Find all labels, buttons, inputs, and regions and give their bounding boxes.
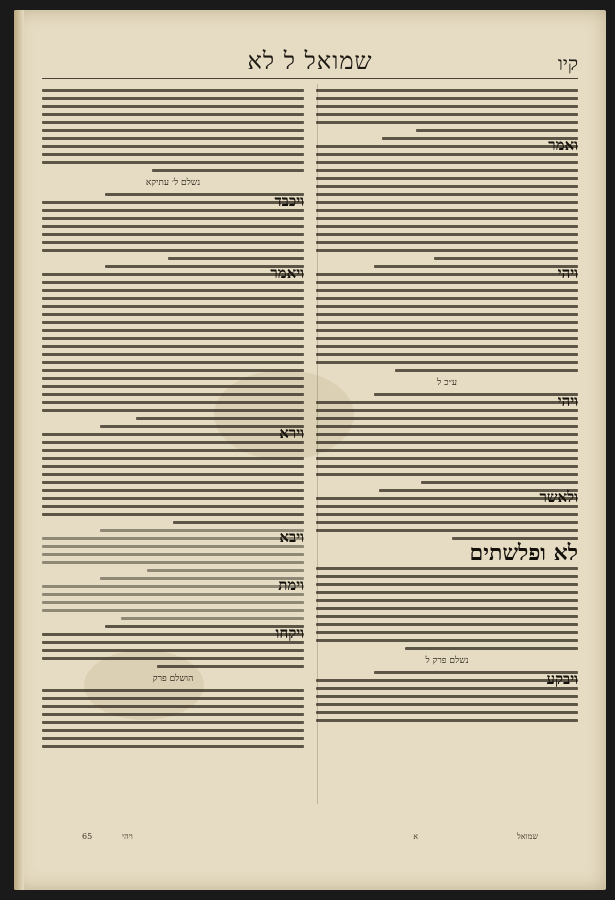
folio-number: קיו — [557, 53, 578, 75]
text-line — [316, 185, 578, 188]
text-line — [316, 591, 578, 594]
text-line — [374, 265, 578, 268]
text-line — [42, 505, 304, 508]
text-line — [136, 417, 304, 420]
text-line — [316, 321, 578, 324]
text-line — [316, 153, 578, 156]
text-line — [42, 313, 304, 316]
text-line — [42, 281, 304, 284]
caption-word: ויהי — [557, 392, 578, 410]
text-line — [42, 329, 304, 332]
text-line — [316, 225, 578, 228]
text-line — [316, 465, 578, 468]
text-line — [316, 337, 578, 340]
text-line — [316, 97, 578, 100]
text-line — [316, 513, 578, 516]
text-line — [42, 361, 304, 364]
page-header — [42, 36, 578, 76]
text-line — [42, 441, 304, 444]
text-line — [316, 449, 578, 452]
text-line — [152, 169, 304, 172]
text-lines — [42, 625, 304, 668]
caption-word: ואמר — [548, 136, 578, 154]
text-line — [42, 449, 304, 452]
text-line — [42, 457, 304, 460]
text-lines — [42, 425, 304, 524]
header-rule — [42, 78, 578, 79]
text-lines — [42, 689, 304, 748]
text-line — [316, 353, 578, 356]
text-line — [42, 105, 304, 108]
text-line — [316, 679, 578, 682]
text-lines — [316, 567, 578, 650]
text-line — [42, 297, 304, 300]
text-block — [316, 393, 578, 484]
text-line — [42, 409, 304, 412]
text-line — [168, 257, 304, 260]
text-line — [316, 233, 578, 236]
text-line — [316, 615, 578, 618]
text-line — [42, 249, 304, 252]
text-line — [42, 729, 304, 732]
text-line — [316, 433, 578, 436]
text-line — [42, 337, 304, 340]
text-line — [316, 529, 578, 532]
text-line — [42, 561, 304, 564]
text-line — [173, 521, 304, 524]
text-line — [42, 585, 304, 588]
page-number: 65 — [82, 832, 93, 841]
text-line — [316, 209, 578, 212]
caption-word: ויקחו — [275, 624, 304, 642]
caption-word: ולאשר — [539, 488, 578, 506]
text-line — [316, 297, 578, 300]
text-line — [42, 129, 304, 132]
text-line — [316, 217, 578, 220]
text-line — [316, 687, 578, 690]
text-line — [42, 537, 304, 540]
text-line — [434, 257, 578, 260]
text-line — [42, 721, 304, 724]
text-line — [42, 393, 304, 396]
text-line — [316, 345, 578, 348]
text-line — [42, 377, 304, 380]
section-label: נשלם ל׳ עתיקא — [145, 178, 201, 188]
chapter-block — [316, 540, 578, 650]
text-line — [42, 321, 304, 324]
text-line — [316, 631, 578, 634]
text-line — [42, 593, 304, 596]
text-line — [316, 607, 578, 610]
text-line — [316, 305, 578, 308]
text-block — [42, 529, 304, 572]
text-line — [42, 209, 304, 212]
text-line — [316, 457, 578, 460]
text-block — [42, 625, 304, 668]
text-line — [316, 703, 578, 706]
text-line — [316, 575, 578, 578]
text-line — [42, 353, 304, 356]
text-line — [42, 153, 304, 156]
left-column — [42, 84, 304, 804]
caption-word: ויבא — [279, 528, 304, 546]
caption-word: וירא — [279, 424, 304, 442]
text-line — [42, 497, 304, 500]
text-line — [316, 177, 578, 180]
text-block — [316, 89, 578, 132]
text-line — [316, 193, 578, 196]
text-lines — [316, 671, 578, 722]
text-line — [416, 129, 578, 132]
page-edge-shadow — [14, 10, 24, 890]
text-line — [42, 345, 304, 348]
section-label: הושלם פרק — [152, 674, 194, 684]
text-line — [42, 89, 304, 92]
text-line — [42, 305, 304, 308]
text-line — [42, 705, 304, 708]
text-line — [42, 633, 304, 636]
text-line — [316, 121, 578, 124]
text-line — [316, 281, 578, 284]
text-block — [42, 689, 304, 748]
text-block — [42, 265, 304, 420]
text-block — [42, 577, 304, 620]
section-label: נשלם פרק ל — [425, 656, 469, 666]
text-line — [316, 113, 578, 116]
text-line — [316, 329, 578, 332]
text-line — [316, 599, 578, 602]
running-title: שמואל ל לא — [247, 47, 373, 75]
text-line — [316, 695, 578, 698]
caption-word: ויאמר — [270, 264, 304, 282]
text-line — [421, 481, 578, 484]
text-line — [316, 89, 578, 92]
text-line — [42, 657, 304, 660]
text-line — [42, 225, 304, 228]
text-line — [316, 313, 578, 316]
text-line — [42, 217, 304, 220]
text-line — [316, 273, 578, 276]
text-line — [42, 601, 304, 604]
text-block — [42, 89, 304, 172]
text-lines — [316, 89, 578, 132]
text-line — [42, 233, 304, 236]
text-line — [147, 569, 304, 572]
text-lines — [316, 137, 578, 260]
text-line — [316, 473, 578, 476]
text-line — [42, 401, 304, 404]
text-line — [316, 639, 578, 642]
text-line — [42, 473, 304, 476]
text-block — [316, 137, 578, 260]
text-line — [157, 665, 304, 668]
text-line — [100, 529, 304, 532]
text-line — [316, 711, 578, 714]
text-block — [42, 425, 304, 524]
text-line — [316, 583, 578, 586]
text-block — [316, 489, 578, 540]
text-lines — [42, 89, 304, 172]
footer-catchword: ויהי — [122, 832, 133, 841]
text-line — [42, 385, 304, 388]
text-line — [316, 361, 578, 364]
text-line — [42, 273, 304, 276]
chapter-heading: לא ופלשתים — [469, 540, 578, 566]
manuscript-page — [14, 10, 606, 890]
text-line — [42, 689, 304, 692]
text-line — [42, 241, 304, 244]
right-column — [316, 84, 578, 804]
text-line — [42, 697, 304, 700]
text-line — [42, 489, 304, 492]
text-lines — [42, 529, 304, 572]
text-line — [42, 113, 304, 116]
text-line — [316, 401, 578, 404]
text-lines — [316, 265, 578, 372]
text-line — [316, 169, 578, 172]
text-line — [42, 745, 304, 748]
text-line — [42, 481, 304, 484]
text-line — [42, 97, 304, 100]
text-line — [42, 137, 304, 140]
text-line — [42, 649, 304, 652]
text-lines — [42, 193, 304, 260]
text-line — [42, 713, 304, 716]
text-line — [42, 433, 304, 436]
section-label: ע״כ ל — [437, 378, 457, 388]
caption-word: ויכבד — [274, 192, 304, 210]
text-line — [42, 369, 304, 372]
text-line — [316, 105, 578, 108]
caption-word: ויהי — [557, 264, 578, 282]
text-line — [316, 201, 578, 204]
text-line — [42, 737, 304, 740]
text-line — [316, 145, 578, 148]
text-line — [316, 417, 578, 420]
text-line — [42, 513, 304, 516]
text-line — [105, 625, 304, 628]
caption-word: ויבקע — [546, 670, 578, 688]
text-line — [121, 617, 304, 620]
text-line — [42, 465, 304, 468]
text-line — [42, 145, 304, 148]
text-line — [316, 719, 578, 722]
text-line — [42, 289, 304, 292]
text-line — [42, 609, 304, 612]
text-lines — [316, 393, 578, 484]
text-line — [316, 425, 578, 428]
text-line — [316, 249, 578, 252]
text-line — [405, 647, 578, 650]
signature-mark: א — [413, 832, 418, 841]
text-line — [100, 577, 304, 580]
text-line — [316, 409, 578, 412]
footer-catchword: שמואל — [517, 832, 538, 841]
text-block — [42, 193, 304, 260]
text-line — [316, 521, 578, 524]
text-lines — [42, 265, 304, 420]
text-line — [316, 567, 578, 570]
text-block — [316, 265, 578, 372]
text-line — [42, 121, 304, 124]
text-line — [42, 641, 304, 644]
text-line — [316, 241, 578, 244]
page-footer — [42, 832, 578, 848]
text-line — [374, 393, 578, 396]
text-line — [395, 369, 578, 372]
text-line — [316, 289, 578, 292]
text-line — [100, 425, 304, 428]
text-line — [42, 553, 304, 556]
text-line — [316, 161, 578, 164]
text-line — [316, 623, 578, 626]
text-line — [42, 201, 304, 204]
text-line — [316, 441, 578, 444]
text-line — [42, 545, 304, 548]
caption-word: וימת — [278, 576, 304, 594]
text-block — [316, 671, 578, 722]
text-lines — [42, 577, 304, 620]
text-line — [42, 161, 304, 164]
